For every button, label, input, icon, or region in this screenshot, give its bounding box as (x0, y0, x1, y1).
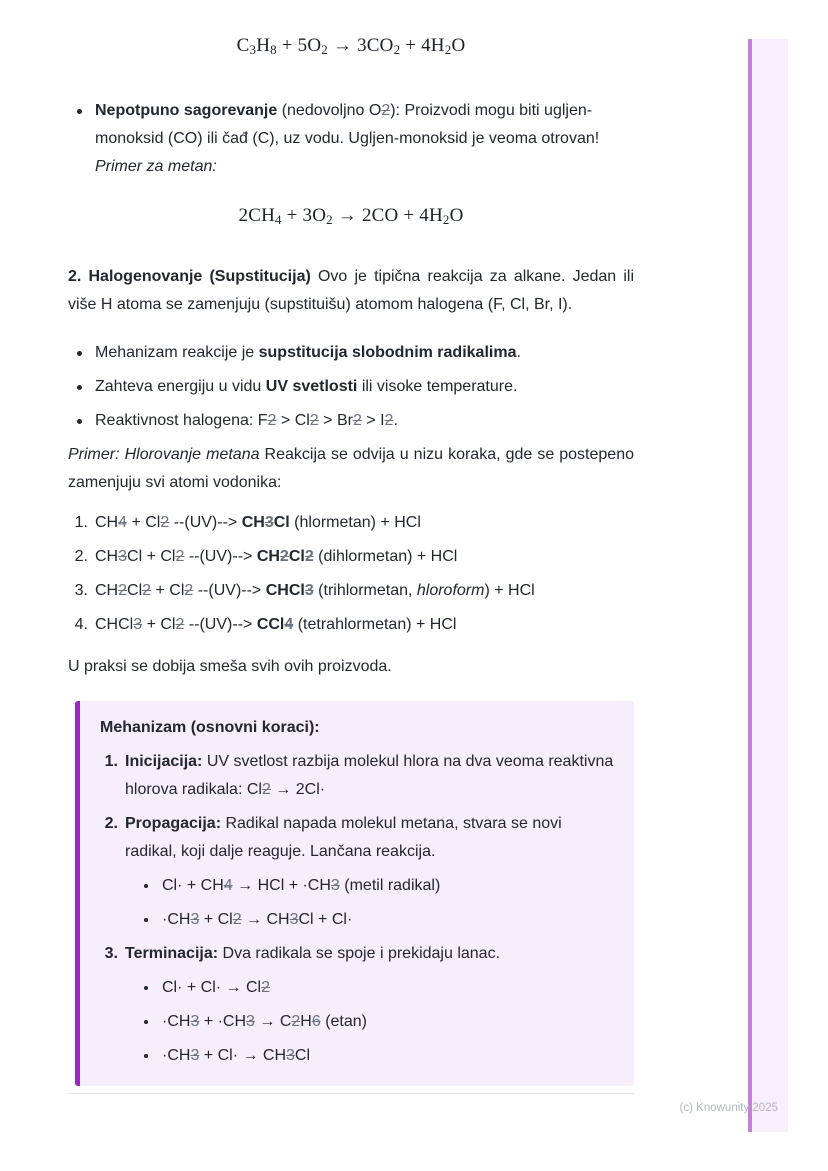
reaction-sub-bullet: Cl· + Cl· → Cl2 (125, 974, 614, 1002)
document-content (68, 0, 634, 1086)
reaction-sub-bullet: ·CH3 + ·CH3 → C2H6 (etan) (125, 1008, 614, 1036)
mechanism-callout (75, 701, 634, 1086)
bullet-incomplete-combustion-note: Primer za metan: (95, 158, 217, 175)
bullet-incomplete-combustion (68, 97, 634, 181)
step-number: 1. (74, 514, 88, 531)
chlorination-step-1 (68, 509, 634, 537)
item-number: 3. (104, 945, 118, 962)
bullet-incomplete-combustion-text: Nepotpuno sagorevanje (nedovoljno O2): Proizvodi mogu biti ugljen-monoksid (CO) ili čađ (C), uz vodu. Ugljen-monoksid je veoma otrovan! (95, 102, 600, 147)
halogenation-heading-paragraph: 2. Halogenovanje (Supstitucija) Ovo je tipična reakcija za alkane. Jedan ili više H atoma se zamenjuju (supstituišu) atomom halogena (F, Cl, Br, I). (68, 268, 635, 313)
footer-divider (68, 1093, 634, 1094)
chlorination-step-4 (68, 611, 634, 639)
step-number: 2. (74, 548, 88, 565)
item-text: Inicijacija: UV svetlost razbija molekul hlora na dva veoma reaktivna hlorova radikala: Cl2 → 2Cl· (125, 753, 614, 798)
step-number: 4. (74, 616, 88, 633)
reaction-sub-bullet: ·CH3 + Cl2 → CH3Cl + Cl· (125, 906, 614, 934)
mechanism-step-propagation (100, 810, 614, 934)
chlorination-step-2 (68, 543, 634, 571)
item-text: Terminacija: Dva radikala se spoje i prekidaju lanac. (125, 945, 501, 962)
equation-complete-combustion: C3H8 + 5O2 → 3CO2 + 4H2O (236, 35, 466, 57)
reaction-sub-bullet: Cl· + CH4 → HCl + ·CH3 (metil radikal) (125, 872, 614, 900)
callout-title: Mehanizam (osnovni koraci): (100, 719, 320, 736)
products-mixture-paragraph: U praksi se dobija smeša svih ovih proizvoda. (68, 658, 392, 675)
property-energy: Zahteva energiju u vidu UV svetlosti ili visoke temperature. (68, 373, 634, 401)
property-reactivity: Reaktivnost halogena: F2 > Cl2 > Br2 > I2. (68, 407, 634, 435)
step-text: CHCl3 + Cl2 --(UV)--> CCl4 (tetrahlormetan) + HCl (95, 616, 457, 633)
copyright-notice: (c) Knowunity 2025 (679, 1102, 778, 1114)
chlorination-example-paragraph: Primer: Hlorovanje metana Reakcija se odvija u nizu koraka, gde se postepeno zamenjuju svi atomi vodonika: (68, 446, 634, 491)
page-edge-stripe-line (748, 39, 752, 1132)
step-text: CH4 + Cl2 --(UV)--> CH3Cl (hlormetan) + HCl (95, 514, 421, 531)
mechanism-step-initiation (100, 748, 614, 804)
chlorination-steps-list (68, 509, 634, 639)
step-text: CH2Cl2 + Cl2 --(UV)--> CHCl3 (trihlormetan, hloroform) + HCl (95, 582, 535, 599)
reaction-sub-bullet: ·CH3 + Cl· → CH3Cl (125, 1042, 614, 1070)
item-text: Propagacija: Radikal napada molekul metana, stvara se novi radikal, koji dalje reaguje. Lančana reakcija. (125, 815, 562, 860)
item-number: 1. (104, 753, 118, 770)
chlorination-step-3 (68, 577, 634, 605)
item-number: 2. (104, 815, 118, 832)
mechanism-step-termination (100, 940, 614, 1070)
equation-incomplete-combustion-methane: 2CH4 + 3O2 → 2CO + 4H2O (238, 205, 464, 227)
step-text: CH3Cl + Cl2 --(UV)--> CH2Cl2 (dihlormetan) + HCl (95, 548, 458, 565)
property-mechanism: Mehanizam reakcije je supstitucija slobodnim radikalima. (68, 339, 634, 367)
page-edge-stripe-band (752, 39, 788, 1132)
halogenation-properties-list (68, 339, 634, 435)
step-number: 3. (74, 582, 88, 599)
